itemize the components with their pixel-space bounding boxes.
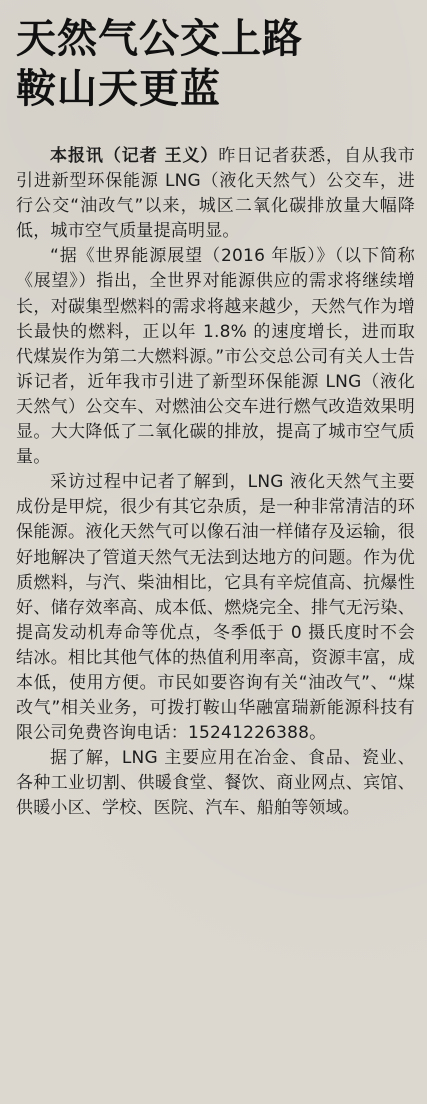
paragraph-3-text: 采访过程中记者了解到，LNG 液化天然气主要成份是甲烷，很少有其它杂质，是一种非常清洁的环保能源。液化天然气可以像石油一样储存及运输，很好地解决了管道天然气无法到达地方的问题。作为优质燃料，与汽、柴油相比，它具有辛烷值高、抗爆性好、储存效率高、成本低、燃烧完全、排气无污染、提高发动机寿命等优点，冬季低于 0 摄氏度时不会结冰。相比其他气体的热值利用率高，资源丰富，成本低，使用方便。市民如要咨询有关“油改气”、“煤改气”相关业务，可拨打鞍山华融富瑞新能源科技有限公司免费咨询电话：15241226388。 <box>16 472 415 744</box>
paragraph-4 <box>16 746 415 821</box>
headline <box>16 14 415 114</box>
paragraph-4-text: 据了解，LNG 主要应用在冶金、食品、瓷业、各种工业切割、供暖食堂、餐饮、商业网点、宾馆、供暖小区、学校、医院、汽车、船舶等领域。 <box>16 748 415 819</box>
paragraph-2 <box>16 244 415 470</box>
headline-line-2: 鞍山天更蓝 <box>16 66 221 112</box>
article-body <box>16 144 415 822</box>
byline: 本报讯（记者 王义） <box>50 146 219 166</box>
paragraph-2-text: “据《世界能源展望（2016 年版）》（以下简称《展望》）指出，全世界对能源供应的需求将继续增长，对碳集型燃料的需求将越来越少，天然气作为增长最快的燃料，正以年 1.8% 的速度增长，进而取代煤炭作为第二大燃料源。”市公交总公司有关人士告诉记者，近年我市引进了新型环保能源 LNG（液化天然气）公交车、对燃油公交车进行燃气改造效果明显。大大降低了二氧化碳的排放，提高了城市空气质量。 <box>16 246 415 468</box>
paragraph-3 <box>16 470 415 746</box>
paragraph-1-text: 昨日记者获悉，自从我市引进新型环保能源 LNG（液化天然气）公交车，进行公交“油改气”以来，城区二氧化碳排放量大幅降低，城市空气质量提高明显。 <box>16 146 415 242</box>
paragraph-1 <box>16 144 415 244</box>
headline-line-1: 天然气公交上路 <box>16 16 303 62</box>
